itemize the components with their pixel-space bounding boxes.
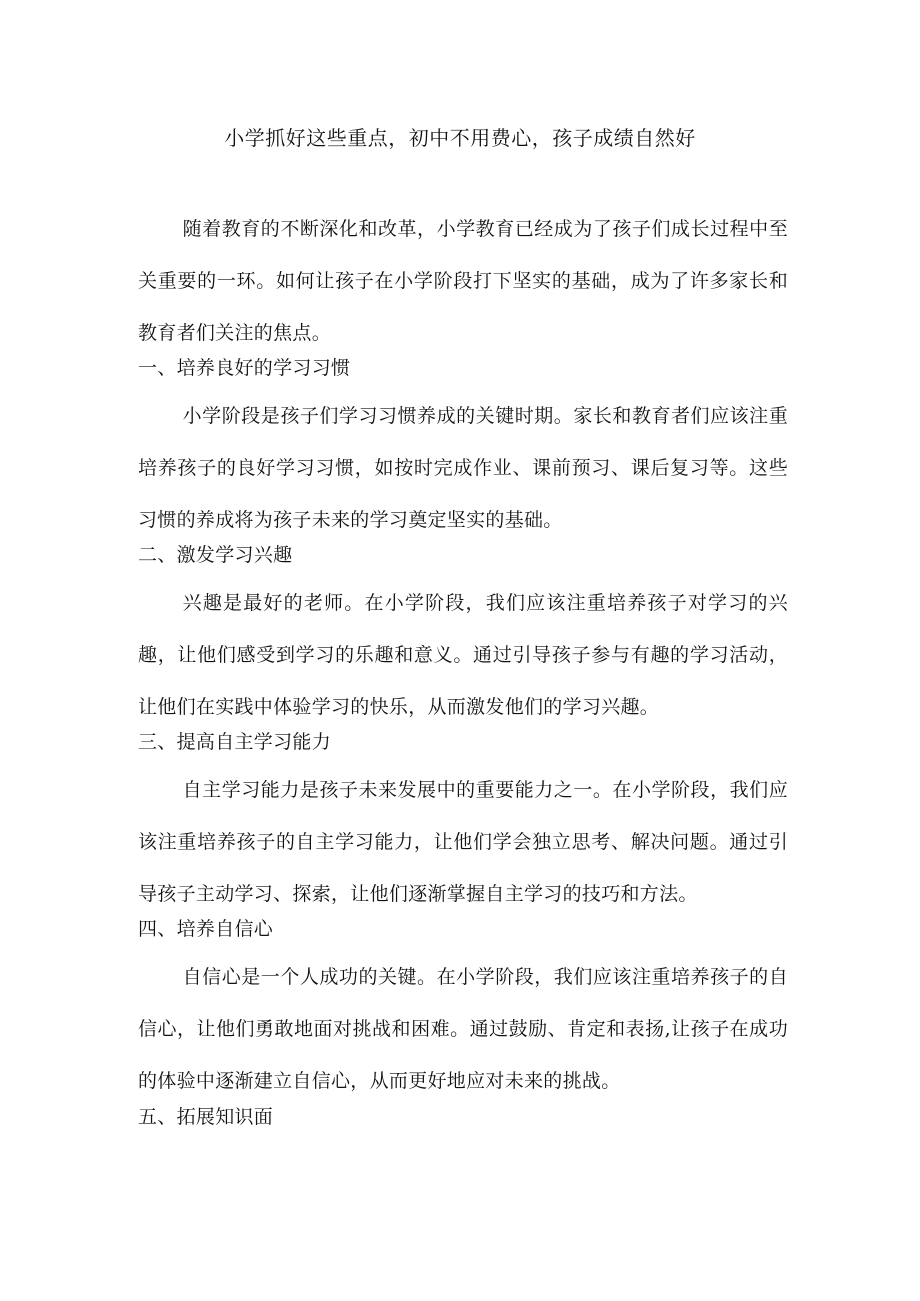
document-title: 小学抓好这些重点，初中不用费心，孩子成绩自然好 <box>224 126 696 150</box>
section-body-4: 自信心是一个人成功的关键。在小学阶段，我们应该注重培养孩子的自信心，让他们勇敢地面对挑战和困难。通过鼓励、肯定和表扬,让孩子在成功的体验中逐渐建立自信心，从而更好地应对未来的挑战。 <box>138 966 788 1092</box>
section-heading-3: 三、提高自主学习能力 <box>138 731 332 753</box>
section-body-3: 自主学习能力是孩子未来发展中的重要能力之一。在小学阶段，我们应该注重培养孩子的自主学习能力，让他们学会独立思考、解决问题。通过引导孩子主动学习、探索，让他们逐渐掌握自主学习的技巧和方法。 <box>138 779 788 905</box>
section-heading-4: 四、培养自信心 <box>138 918 274 940</box>
section-heading-2: 二、激发学习兴趣 <box>138 544 293 566</box>
section-body-1: 小学阶段是孩子们学习习惯养成的关键时期。家长和教育者们应该注重培养孩子的良好学习习惯，如按时完成作业、课前预习、课后复习等。这些习惯的养成将为孩子未来的学习奠定坚实的基础。 <box>138 405 788 531</box>
section-body-2: 兴趣是最好的老师。在小学阶段，我们应该注重培养孩子对学习的兴趣，让他们感受到学习的乐趣和意义。通过引导孩子参与有趣的学习活动，让他们在实践中体验学习的快乐，从而激发他们的学习兴趣。 <box>138 592 788 718</box>
intro-paragraph: 随着教育的不断深化和改革，小学教育已经成为了孩子们成长过程中至关重要的一环。如何让孩子在小学阶段打下坚实的基础，成为了许多家长和教育者们关注的焦点。 <box>138 218 788 344</box>
section-heading-5: 五、拓展知识面 <box>138 1106 274 1128</box>
section-heading-1: 一、培养良好的学习习惯 <box>138 357 351 379</box>
